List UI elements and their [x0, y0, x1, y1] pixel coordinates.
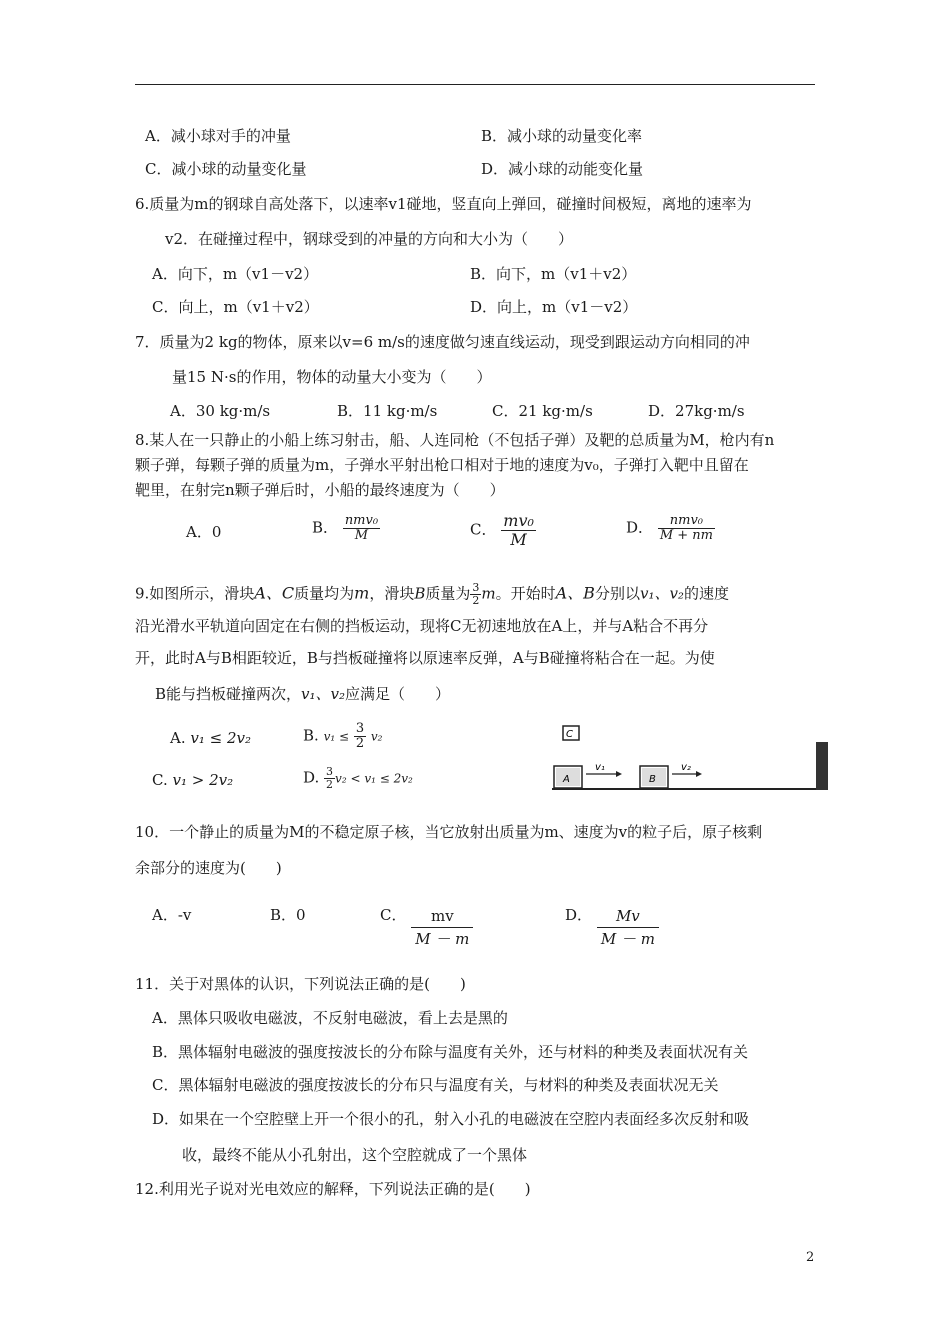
page-number: 2 — [806, 1250, 815, 1265]
q9-line1-text-g: 质量为 — [425, 584, 471, 603]
header-rule — [135, 84, 815, 85]
q5-option-c: C．减小球的动量变化量 — [145, 160, 307, 178]
q9-line1-text-n: 的速度 — [683, 584, 729, 603]
q6-option-b: B．向下，m（v1＋v2） — [470, 265, 637, 283]
q7-stem-line1: 7．质量为2 kg的物体，原来以v=6 m/s的速度做匀速直线运动，现受到跟运动方向相同的冲 — [135, 333, 750, 351]
q9-line1-text-l: 分别以 — [594, 584, 640, 603]
q12-stem: 12.利用光子说对光电效应的解释，下列说法正确的是( ) — [135, 1180, 531, 1198]
q9-line1-ac: A、C — [254, 583, 295, 603]
q8-c-denominator: M — [510, 530, 527, 549]
block-a-label: A — [563, 774, 570, 785]
q9-stem-line4 — [155, 684, 450, 704]
q10-c-den: M － m — [415, 930, 470, 948]
q9-option-d-fraction — [324, 766, 335, 791]
q5-option-d: D．减小球的动能变化量 — [481, 160, 644, 178]
q9-option-b-fraction — [354, 722, 366, 751]
q9-line4-v1v2: v₁、v₂ — [301, 685, 346, 703]
q9-option-a — [170, 728, 251, 748]
q5-option-b: B．减小球的动量变化率 — [481, 127, 643, 145]
block-b-label: B — [649, 774, 656, 785]
q9-stem-line3: 开，此时A与B相距较近，B与挡板碰撞将以原速率反弹，A与B碰撞将粘合在一起。为使 — [135, 649, 715, 667]
q9-option-c-label: C. — [152, 771, 168, 789]
q9-option-a-label: A. — [170, 729, 186, 747]
q8-option-b-label: B． — [312, 518, 339, 537]
q6-stem-line2: v2．在碰撞过程中，钢球受到的冲量的方向和大小为（ ） — [165, 230, 574, 248]
q9-option-b — [303, 722, 382, 751]
q9-line1-text-c: 质量均为 — [294, 584, 355, 603]
q7-option-a: A．30 kg·m/s — [170, 402, 271, 420]
q6-stem-line1: 6.质量为m的钢球自高处落下，以速率v1碰地，竖直向上弹回，碰撞时间极短，离地的速率为 — [135, 195, 752, 213]
q5-option-a: A．减小球对手的冲量 — [145, 127, 291, 145]
q8-option-b-fraction — [343, 514, 380, 543]
q9-line1-m: m — [354, 583, 370, 603]
q10-option-c — [380, 905, 473, 950]
q8-option-c-fraction — [501, 512, 536, 549]
q9-line1-m2: m — [481, 584, 496, 603]
q9-line1-fraction — [470, 582, 481, 607]
q11-stem: 11．关于对黑体的认识，下列说法正确的是( ) — [135, 975, 466, 993]
q8-option-d-label: D． — [626, 518, 654, 537]
q10-stem-line1: 10．一个静止的质量为M的不稳定原子核，当它放射出质量为m、速度为v的粒子后，原子核剩 — [135, 823, 763, 841]
q6-option-c: C．向上，m（v1＋v2） — [152, 298, 319, 316]
q9-line1-text-j: 。开始时 — [495, 584, 556, 603]
q6-option-d: D．向上，m（v1－v2） — [470, 298, 638, 316]
q10-option-a: A．-v — [152, 906, 192, 924]
q9-line4-text: B能与挡板碰撞两次， — [155, 685, 302, 703]
q8-option-d — [626, 514, 715, 543]
q9-option-d-post: v₂ < v₁ ≤ 2v₂ — [335, 771, 413, 786]
q9-d-num: 3 — [326, 765, 334, 778]
q9-line1-text-e: ，滑块 — [369, 584, 415, 603]
q9-stem-line2: 沿光滑水平轨道向固定在右侧的挡板运动，现将C无初速地放在A上，并与A粘合不再分 — [135, 617, 709, 635]
barrier — [816, 742, 828, 790]
q8-stem-line2: 颗子弹，每颗子弹的质量为m，子弹水平射出枪口相对于地的速度为v₀，子弹打入靶中且留在 — [135, 456, 749, 474]
q8-stem-line3: 靶里，在射完n颗子弹后时，小船的最终速度为（ ） — [135, 481, 505, 499]
q10-option-c-label: C． — [380, 906, 407, 924]
q6-option-a: A．向下，m（v1－v2） — [152, 265, 319, 283]
block-b — [640, 766, 668, 788]
q9-b-num: 3 — [355, 721, 365, 736]
q9-option-c-expr: v₁ > 2v₂ — [172, 771, 234, 789]
q9-option-b-pre: v₁ ≤ — [323, 729, 350, 744]
q9-line1-frac-den: 2 — [472, 594, 480, 607]
q9-option-b-post: v₂ — [370, 729, 383, 744]
q9-option-d-label: D. — [303, 768, 320, 787]
q8-option-c — [470, 512, 536, 549]
q7-option-b: B．11 kg·m/s — [337, 402, 438, 420]
label-v1: v₁ — [595, 762, 605, 773]
label-v2: v₂ — [681, 762, 691, 773]
q8-d-denominator: M + nm — [659, 528, 713, 543]
q10-c-num: mv — [411, 905, 473, 928]
q9-line1-b: B — [414, 584, 426, 603]
q10-d-den: M － m — [600, 930, 655, 948]
q10-d-num: Mv — [597, 905, 659, 928]
q9-b-den: 2 — [355, 736, 365, 751]
q9-line1-text-a: 9.如图所示，滑块 — [135, 584, 255, 603]
q9-line1-ab: A、B — [555, 583, 595, 603]
q10-option-c-fraction — [411, 905, 473, 950]
q10-option-d-label: D． — [565, 906, 593, 924]
q8-c-numerator: mv₀ — [503, 511, 534, 530]
q11-option-a: A．黑体只吸收电磁波，不反射电磁波，看上去是黑的 — [152, 1009, 508, 1027]
q9-option-a-expr: v₁ ≤ 2v₂ — [190, 729, 252, 747]
q8-option-a: A．0 — [186, 523, 222, 541]
q11-option-c: C．黑体辐射电磁波的强度按波长的分布只与温度有关，与材料的种类及表面状况无关 — [152, 1076, 719, 1094]
q10-option-d-fraction — [597, 905, 659, 950]
q9-line1-frac-num: 3 — [472, 581, 480, 594]
q10-stem-line2: 余部分的速度为( ) — [135, 859, 282, 877]
block-c — [563, 726, 579, 740]
q11-option-d-line2: 收，最终不能从小孔射出，这个空腔就成了一个黑体 — [182, 1146, 528, 1164]
block-c-label: C — [566, 729, 573, 740]
q7-option-d: D．27kg·m/s — [648, 402, 745, 420]
q11-option-b: B．黑体辐射电磁波的强度按波长的分布除与温度有关外，还与材料的种类及表面状况有关 — [152, 1043, 749, 1061]
q9-line1-v1v2: v₁、v₂ — [639, 584, 684, 603]
q9-line4-text-c: 应满足（ ） — [345, 685, 451, 703]
q7-option-c: C．21 kg·m/s — [492, 402, 593, 420]
q8-option-b — [312, 514, 380, 543]
q9-option-c — [152, 770, 233, 790]
q8-option-c-label: C． — [470, 520, 497, 539]
q10-option-b: B．0 — [270, 906, 306, 924]
q11-option-d-line1: D．如果在一个空腔壁上开一个很小的孔，射入小孔的电磁波在空腔内表面经多次反射和吸 — [152, 1110, 750, 1128]
q8-stem-line1: 8.某人在一只静止的小船上练习射击，船、人连同枪（不包括子弹）及靶的总质量为M，枪内有n — [135, 431, 775, 449]
block-a — [554, 766, 582, 788]
q8-option-d-fraction — [658, 514, 715, 543]
q8-b-denominator: M — [354, 528, 369, 543]
q9-figure — [548, 716, 838, 796]
q9-option-b-label: B. — [303, 726, 319, 745]
q10-option-d — [565, 905, 659, 950]
q8-b-numerator: nmv₀ — [344, 513, 379, 528]
q9-option-d — [303, 766, 413, 791]
q9-d-den: 2 — [326, 778, 334, 791]
q8-d-numerator: nmv₀ — [658, 514, 715, 529]
q9-stem-line1 — [135, 582, 729, 607]
q7-stem-line2: 量15 N·s的作用，物体的动量大小变为（ ） — [172, 368, 492, 386]
